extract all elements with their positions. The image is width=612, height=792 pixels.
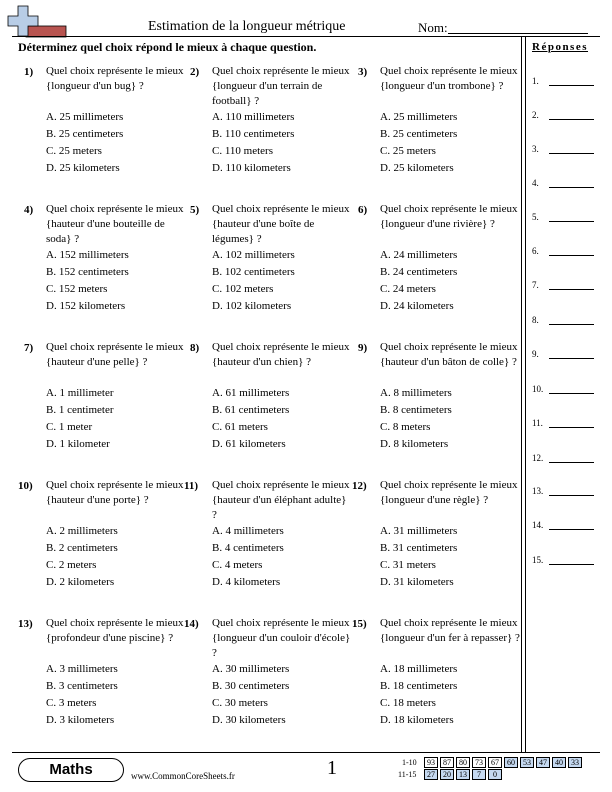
question-item bbox=[184, 616, 351, 736]
question-text: Quel choix représente le mieux {longueur d'une rivière} ? bbox=[380, 203, 518, 230]
answer-option: B. 31 centimeters bbox=[380, 542, 458, 554]
answer-option: D. 110 kilometers bbox=[212, 162, 291, 174]
answer-blank[interactable] bbox=[549, 462, 594, 463]
answer-row bbox=[532, 418, 596, 432]
answer-option: C. 30 meters bbox=[212, 697, 268, 709]
subject-badge: Maths bbox=[18, 758, 124, 782]
answer-blank[interactable] bbox=[549, 221, 594, 222]
question-number: 1) bbox=[24, 66, 34, 78]
question-text: Quel choix représente le mieux {hauteur d'une boîte de légumes} ? bbox=[212, 203, 350, 245]
question-number: 7) bbox=[24, 342, 34, 354]
answer-option: B. 3 centimeters bbox=[46, 680, 118, 692]
question-text: Quel choix représente le mieux {longueur d'une règle} ? bbox=[380, 479, 518, 506]
answer-row bbox=[532, 178, 596, 192]
question-item bbox=[352, 616, 520, 736]
question-item bbox=[358, 202, 518, 322]
name-field[interactable] bbox=[448, 33, 588, 34]
answer-number: 12. bbox=[532, 453, 544, 463]
answer-blank[interactable] bbox=[549, 85, 594, 86]
score-cell: 0 bbox=[488, 769, 502, 780]
score-cell: 67 bbox=[488, 757, 502, 768]
question-text: Quel choix représente le mieux {longueur d'un terrain de football} ? bbox=[212, 65, 350, 107]
answer-row bbox=[532, 520, 596, 534]
question-number: 5) bbox=[190, 204, 200, 216]
answer-option: D. 152 kilometers bbox=[46, 300, 126, 312]
answer-row bbox=[532, 555, 596, 569]
answer-number: 15. bbox=[532, 555, 544, 565]
answer-option: B. 152 centimeters bbox=[46, 266, 129, 278]
answer-row bbox=[532, 212, 596, 226]
answer-option: D. 24 kilometers bbox=[380, 300, 454, 312]
question-item bbox=[24, 340, 184, 460]
answer-option: A. 3 millimeters bbox=[46, 663, 118, 675]
score-cell: 13 bbox=[456, 769, 470, 780]
answer-number: 13. bbox=[532, 486, 544, 496]
answer-option: C. 8 meters bbox=[380, 421, 431, 433]
answer-option: B. 18 centimeters bbox=[380, 680, 458, 692]
answer-option: B. 30 centimeters bbox=[212, 680, 290, 692]
question-text: Quel choix représente le mieux {longueur d'un fer à repasser} ? bbox=[380, 617, 520, 644]
question-number: 13) bbox=[18, 618, 33, 630]
page-number: 1 bbox=[327, 757, 337, 779]
question-text: Quel choix représente le mieux {profondeur d'une piscine} ? bbox=[46, 617, 184, 644]
instructions: Déterminez quel choix répond le mieux à chaque question. bbox=[18, 40, 317, 54]
question-text: Quel choix représente le mieux {hauteur d'une bouteille de soda} ? bbox=[46, 203, 184, 245]
answer-option: A. 152 millimeters bbox=[46, 249, 129, 261]
question-number: 9) bbox=[358, 342, 368, 354]
answer-option: C. 2 meters bbox=[46, 559, 97, 571]
answer-blank[interactable] bbox=[549, 358, 594, 359]
score-cell: 20 bbox=[440, 769, 454, 780]
answer-option: A. 24 millimeters bbox=[380, 249, 458, 261]
answer-row bbox=[532, 315, 596, 329]
answer-number: 2. bbox=[532, 110, 539, 120]
question-item bbox=[190, 340, 350, 460]
answer-option: C. 1 meter bbox=[46, 421, 93, 433]
column-divider bbox=[525, 36, 526, 752]
answer-option: C. 3 meters bbox=[46, 697, 97, 709]
answer-option: B. 2 centimeters bbox=[46, 542, 118, 554]
answer-option: A. 25 millimeters bbox=[380, 111, 458, 123]
question-text: Quel choix représente le mieux {hauteur d'un éléphant adulte} ? bbox=[212, 479, 350, 521]
answer-option: B. 61 centimeters bbox=[212, 404, 290, 416]
answer-blank[interactable] bbox=[549, 119, 594, 120]
answer-blank[interactable] bbox=[549, 187, 594, 188]
answer-option: D. 18 kilometers bbox=[380, 714, 454, 726]
question-number: 4) bbox=[24, 204, 34, 216]
answer-number: 14. bbox=[532, 520, 544, 530]
site-url: www.CommonCoreSheets.fr bbox=[131, 771, 235, 781]
answer-blank[interactable] bbox=[549, 529, 594, 530]
question-item bbox=[358, 64, 518, 184]
answer-option: A. 18 millimeters bbox=[380, 663, 458, 675]
answer-option: D. 2 kilometers bbox=[46, 576, 115, 588]
question-text: Quel choix représente le mieux {hauteur d'une porte} ? bbox=[46, 479, 184, 506]
question-number: 11) bbox=[184, 480, 199, 492]
score-row-label: 11-15 bbox=[398, 770, 417, 779]
question-item bbox=[18, 616, 184, 736]
answer-row bbox=[532, 76, 596, 90]
score-cell: 33 bbox=[568, 757, 582, 768]
question-number: 15) bbox=[352, 618, 367, 630]
answer-option: C. 25 meters bbox=[46, 145, 102, 157]
answer-option: C. 24 meters bbox=[380, 283, 436, 295]
answer-blank[interactable] bbox=[549, 255, 594, 256]
header-divider bbox=[12, 36, 600, 37]
answer-number: 1. bbox=[532, 76, 539, 86]
question-text: Quel choix représente le mieux {hauteur d'un bâton de colle} ? bbox=[380, 341, 518, 368]
score-cell: 7 bbox=[472, 769, 486, 780]
answer-option: A. 4 millimeters bbox=[212, 525, 284, 537]
question-text: Quel choix représente le mieux {longueur d'un couloir d'école} ? bbox=[212, 617, 351, 659]
answer-blank[interactable] bbox=[549, 564, 594, 565]
score-cell: 27 bbox=[424, 769, 438, 780]
answer-number: 8. bbox=[532, 315, 539, 325]
column-divider bbox=[521, 36, 522, 752]
score-cell: 73 bbox=[472, 757, 486, 768]
answer-blank[interactable] bbox=[549, 427, 594, 428]
answer-option: D. 4 kilometers bbox=[212, 576, 281, 588]
answer-number: 9. bbox=[532, 349, 539, 359]
answer-option: A. 30 millimeters bbox=[212, 663, 290, 675]
answer-row bbox=[532, 453, 596, 467]
question-text: Quel choix représente le mieux {hauteur d'une pelle} ? bbox=[46, 341, 184, 368]
answer-option: C. 18 meters bbox=[380, 697, 436, 709]
question-number: 6) bbox=[358, 204, 368, 216]
name-label: Nom: bbox=[418, 20, 448, 35]
question-number: 2) bbox=[190, 66, 200, 78]
answer-number: 3. bbox=[532, 144, 539, 154]
question-item bbox=[352, 478, 518, 598]
answer-option: C. 152 meters bbox=[46, 283, 108, 295]
answer-blank[interactable] bbox=[549, 324, 594, 325]
answer-row bbox=[532, 384, 596, 398]
answer-option: A. 110 millimeters bbox=[212, 111, 295, 123]
answer-option: C. 61 meters bbox=[212, 421, 268, 433]
page-title: Estimation de la longueur métrique bbox=[148, 19, 346, 34]
question-item bbox=[24, 202, 184, 322]
answer-number: 11. bbox=[532, 418, 543, 428]
answer-option: A. 25 millimeters bbox=[46, 111, 124, 123]
score-cell: 53 bbox=[520, 757, 534, 768]
answer-option: A. 1 millimeter bbox=[46, 387, 114, 399]
answer-option: D. 8 kilometers bbox=[380, 438, 449, 450]
answer-option: D. 30 kilometers bbox=[212, 714, 286, 726]
answer-option: C. 110 meters bbox=[212, 145, 273, 157]
answer-blank[interactable] bbox=[549, 393, 594, 394]
answer-option: B. 102 centimeters bbox=[212, 266, 295, 278]
question-item bbox=[18, 478, 184, 598]
answer-option: D. 3 kilometers bbox=[46, 714, 115, 726]
answer-option: D. 25 kilometers bbox=[46, 162, 120, 174]
answer-blank[interactable] bbox=[549, 495, 594, 496]
answer-option: D. 25 kilometers bbox=[380, 162, 454, 174]
answer-option: A. 2 millimeters bbox=[46, 525, 118, 537]
score-row-label: 1-10 bbox=[402, 758, 417, 767]
question-item bbox=[190, 202, 350, 322]
answer-row bbox=[532, 246, 596, 260]
score-cell: 47 bbox=[536, 757, 550, 768]
answer-row bbox=[532, 349, 596, 363]
answer-option: C. 4 meters bbox=[212, 559, 263, 571]
score-cell: 87 bbox=[440, 757, 454, 768]
answer-number: 5. bbox=[532, 212, 539, 222]
answer-option: D. 31 kilometers bbox=[380, 576, 454, 588]
answer-blank[interactable] bbox=[549, 153, 594, 154]
answer-option: D. 61 kilometers bbox=[212, 438, 286, 450]
answer-option: D. 102 kilometers bbox=[212, 300, 292, 312]
answer-option: A. 102 millimeters bbox=[212, 249, 295, 261]
answer-option: B. 1 centimeter bbox=[46, 404, 114, 416]
question-number: 3) bbox=[358, 66, 368, 78]
answer-number: 4. bbox=[532, 178, 539, 188]
answer-option: B. 110 centimeters bbox=[212, 128, 295, 140]
question-item bbox=[24, 64, 184, 184]
answer-option: C. 102 meters bbox=[212, 283, 274, 295]
answer-number: 7. bbox=[532, 280, 539, 290]
answer-option: A. 31 millimeters bbox=[380, 525, 458, 537]
answer-option: B. 8 centimeters bbox=[380, 404, 452, 416]
answer-option: D. 1 kilometer bbox=[46, 438, 110, 450]
answer-option: B. 24 centimeters bbox=[380, 266, 458, 278]
answer-row bbox=[532, 144, 596, 158]
score-cell: 93 bbox=[424, 757, 438, 768]
answer-option: A. 8 millimeters bbox=[380, 387, 452, 399]
answer-option: B. 25 centimeters bbox=[46, 128, 124, 140]
question-text: Quel choix représente le mieux {longueur d'un bug} ? bbox=[46, 65, 184, 92]
score-cell: 60 bbox=[504, 757, 518, 768]
question-item bbox=[190, 64, 350, 184]
question-number: 12) bbox=[352, 480, 367, 492]
answer-option: B. 25 centimeters bbox=[380, 128, 458, 140]
question-text: Quel choix représente le mieux {longueur d'un trombone} ? bbox=[380, 65, 518, 92]
score-cell: 80 bbox=[456, 757, 470, 768]
answer-option: C. 25 meters bbox=[380, 145, 436, 157]
question-number: 8) bbox=[190, 342, 200, 354]
footer-divider bbox=[12, 752, 600, 753]
answer-option: A. 61 millimeters bbox=[212, 387, 290, 399]
site-logo bbox=[6, 4, 68, 38]
question-number: 10) bbox=[18, 480, 33, 492]
answers-title: Réponses bbox=[532, 41, 589, 53]
question-item bbox=[184, 478, 350, 598]
answer-option: B. 4 centimeters bbox=[212, 542, 284, 554]
answer-number: 10. bbox=[532, 384, 544, 394]
answer-number: 6. bbox=[532, 246, 539, 256]
answer-option: C. 31 meters bbox=[380, 559, 436, 571]
answer-row bbox=[532, 486, 596, 500]
score-cell: 40 bbox=[552, 757, 566, 768]
question-text: Quel choix représente le mieux {hauteur d'un chien} ? bbox=[212, 341, 350, 368]
question-item bbox=[358, 340, 518, 460]
answer-row bbox=[532, 280, 596, 294]
answer-blank[interactable] bbox=[549, 289, 594, 290]
answer-row bbox=[532, 110, 596, 124]
question-number: 14) bbox=[184, 618, 199, 630]
